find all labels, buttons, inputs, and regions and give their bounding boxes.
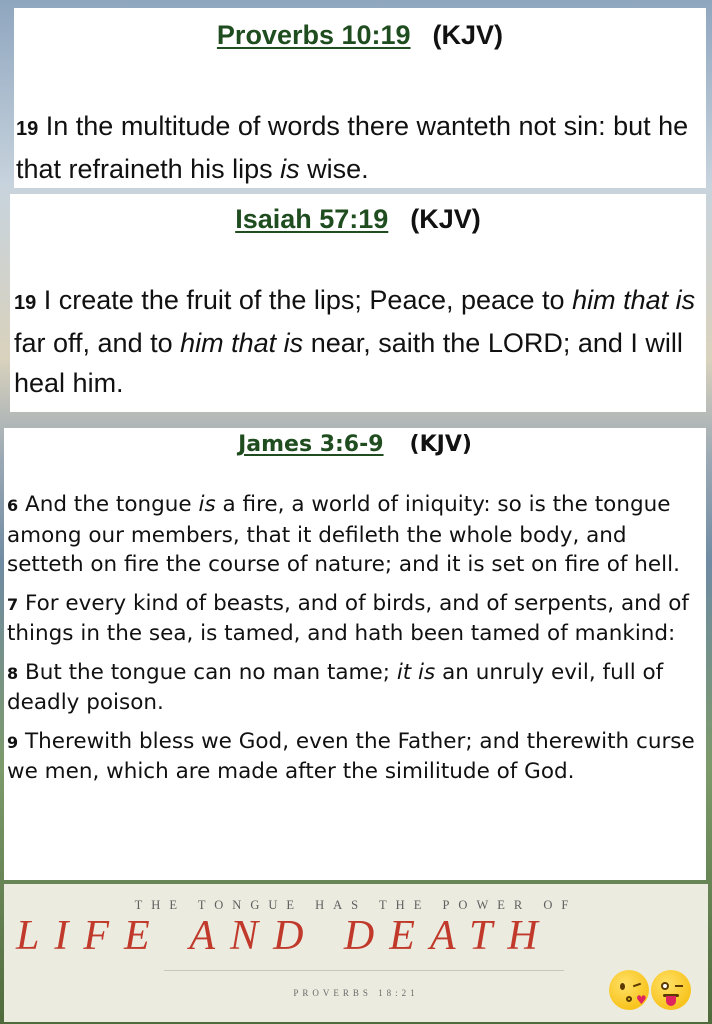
- proverbs-reference-link[interactable]: Proverbs 10:19: [216, 20, 411, 50]
- james-version: (KJV): [409, 432, 472, 457]
- isaiah-card: [10, 194, 706, 412]
- james-verses: [7, 490, 705, 796]
- proverbs-version: (KJV): [432, 20, 504, 50]
- verse-text: In the multitude of words there wanteth not sin: but he that refraineth his lips: [16, 111, 689, 184]
- banner-tagline: THE TONGUE HAS THE POWER OF: [134, 898, 578, 912]
- verse-number: 8: [7, 663, 19, 683]
- verse-number: 9: [7, 732, 19, 752]
- verse-italic-text: it is: [396, 659, 436, 685]
- james-card: [4, 428, 706, 880]
- verse-text: For every kind of beasts, and of birds, and of serpents, and of things in the sea, is tamed, and hath been tamed of mankind:: [7, 590, 689, 646]
- verse-text: an unruly evil, full of deadly poison.: [7, 659, 664, 715]
- winking-face-with-tongue-icon: [651, 970, 691, 1010]
- verse-text: But the tongue can no man tame;: [24, 659, 390, 685]
- verse-number: 6: [7, 496, 19, 515]
- isaiah-heading: [10, 194, 706, 235]
- verse-italic-text: him that is: [180, 328, 304, 358]
- banner-citation: PROVERBS 18:21: [293, 988, 419, 998]
- james-verse-8: [7, 658, 705, 718]
- verse-text: And the tongue: [24, 492, 192, 517]
- james-heading: [4, 428, 706, 457]
- james-reference-link[interactable]: James 3:6-9: [238, 432, 384, 457]
- verse-text: near, saith the LORD; and I will heal him.: [14, 328, 683, 398]
- face-blowing-kiss-icon: ♥: [609, 970, 649, 1010]
- verse-number: 19: [14, 292, 37, 314]
- isaiah-reference-link[interactable]: Isaiah 57:19: [235, 204, 389, 234]
- verse-text: Therewith bless we God, even the Father; and therewith curse we men, which are made after the similitude of God.: [7, 728, 695, 784]
- isaiah-verse: [14, 280, 704, 403]
- proverbs-card: [14, 8, 706, 188]
- proverbs-verse: [16, 106, 704, 189]
- verse-italic-text: him that is: [572, 285, 696, 315]
- james-verse-9: [7, 727, 705, 787]
- verse-italic-text: is: [198, 492, 216, 517]
- banner-divider: [164, 970, 564, 971]
- banner-title: LIFE AND DEATH: [16, 913, 553, 959]
- verse-number: 7: [7, 594, 19, 614]
- james-verse-6: [7, 490, 705, 580]
- verse-number: 19: [16, 118, 39, 140]
- verse-text: I create the fruit of the lips; Peace, peace to: [43, 285, 565, 315]
- verse-italic-text: is: [280, 154, 300, 184]
- verse-text-end: wise.: [307, 154, 369, 184]
- proverbs-banner: [4, 884, 708, 1022]
- proverbs-heading: [14, 8, 706, 51]
- emoji-group: [609, 970, 693, 1019]
- verse-text: far off, and to: [14, 328, 173, 358]
- isaiah-version: (KJV): [410, 204, 481, 234]
- james-verse-7: [7, 589, 705, 649]
- verse-text: a fire, a world of iniquity: so is the tongue among our members, that it defileth the whole body, and setteth on fire the course of nature; and it is set on fire of hell.: [7, 492, 680, 577]
